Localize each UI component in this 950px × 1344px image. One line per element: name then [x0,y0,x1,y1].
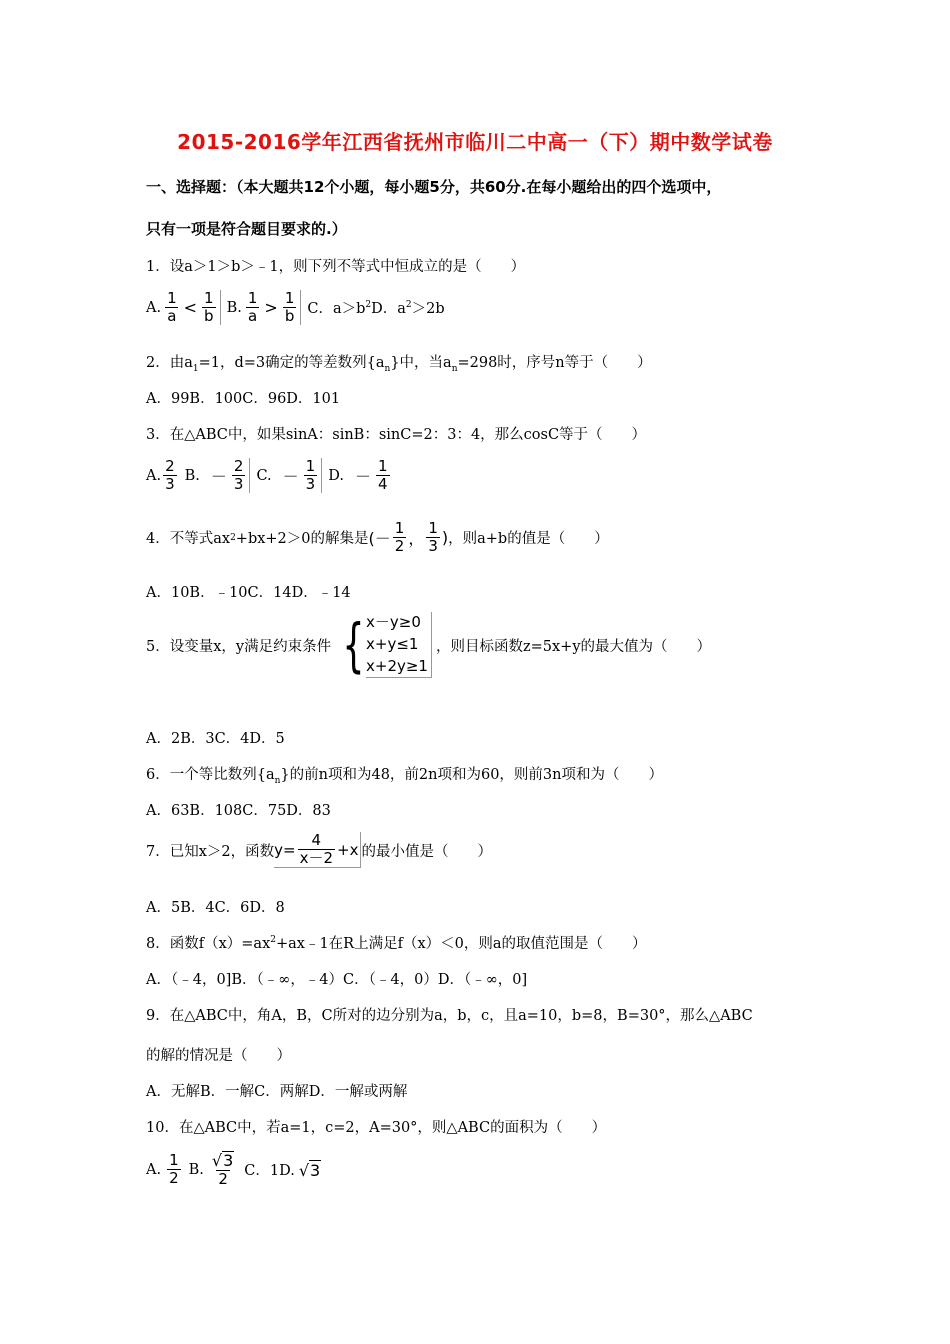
question-4-options: A．10B．﹣10C．14D．﹣14 [146,585,351,601]
left-brace-icon: { [342,611,365,679]
option-c-math: － $\frac{1}{3}$ [280,458,323,493]
option-d-label: D. [328,467,344,484]
option-b-label: B. [184,467,200,484]
question-7-stem: 7．已知x＞2，函数 y= $\frac{4}{x-2}$ +x 的最小值是（ ） [146,831,492,867]
question-9-options: A．无解B．一解C．两解D．一解或两解 [146,1084,408,1100]
option-b-math: － $\frac{2}{3}$ [208,458,251,493]
exam-title: 2015-2016学年江西省抚州市临川二中高一（下）期中数学试卷 [177,130,773,154]
question-5-stem: 5．设变量x，y满足约束条件 { x－y≥0 x+y≤1 x+2y≥1 ，则目标函数z=5x+y的最大值为（ ） [146,611,712,679]
option-d: D．$a^2>2b$ [371,300,445,317]
question-5-options: A．2B．3C．4D．5 [146,731,285,747]
question-1-options [146,290,445,325]
question-8-options: A．（﹣4，0]B．（﹣∞，﹣4）C．（﹣4，0）D．（﹣∞，0] [146,972,528,988]
question-3-stem: 3．在△ABC中，如果sinA：sinB：sinC=2：3：4，那么cosC等于（ ） [146,427,647,443]
question-9-stem-line2: 的解的情况是（ ） [146,1048,291,1064]
question-4-stem: 4．不等式ax 2 +bx+2＞0的解集是 (－ $\frac{1}{2}$ ， $\frac{1}{3}$ ) ，则a+b的值是（ ） [146,519,609,555]
question-6-stem: 6．一个等比数列$\{a_n\}$的前n项和为48，前2n项和为60，则前3n项和为（ ） [146,767,663,786]
option-d-math: － $\frac{1}{4}$ [354,457,388,493]
section-heading-line2: 只有一项是符合题目要求的.） [146,220,347,238]
constraint-3: x+2y≥1 [366,657,428,675]
option-a-math: $\frac{1}{a}$ < $\frac{1}{b}$ [163,290,221,325]
question-3-options [146,458,392,493]
option-b-math: $\frac{1}{a}$ > $\frac{1}{b}$ [244,290,302,325]
option-a-label: A. [146,1161,162,1178]
option-a-math: $\frac{1}{2}$ [169,1151,179,1187]
question-10-stem: 10．在△ABC中，若a=1，c=2，A=30°，则△ABC的面积为（ ） [146,1120,607,1136]
section-heading-line1: 一、选择题：（本大题共12个小题，每小题5分，共60分.在每小题给出的四个选项中， [146,178,722,196]
question-2-options: A．99B．100C．96D．101 [146,391,341,407]
option-d-math: √ 3 [298,1160,321,1180]
option-c: C．$a>b^2$ [307,300,372,317]
constraint-system [335,612,432,678]
option-c-label: C. [256,467,272,484]
option-a-label: A. [146,467,162,484]
constraint-2: x+y≤1 [366,635,419,653]
question-8-stem: 8．函数$f(x)=ax^2+ax﹣1$在R上满足f（x）＜0，则a的取值范围是（ ） [146,935,647,952]
option-a-math: $\frac{2}{3}$ [165,457,175,493]
question-6-options: A．63B．108C．75D．83 [146,803,331,819]
function-expression: y= $\frac{4}{x-2}$ +x [274,832,361,868]
option-b-math: √ 3 2 [211,1151,234,1188]
option-b-label: B. [226,299,242,316]
constraint-1: x－y≥0 [366,613,421,631]
option-a-label: A. [146,299,162,316]
option-b-label: B. [188,1161,204,1178]
question-10-options [146,1151,321,1188]
question-2-stem: 2．由$a_1=1$，d=3确定的等差数列$\{a_n\}$中，当$a_n=298$时，序号n等于（ ） [146,355,652,374]
solution-interval: (－ $\frac{1}{2}$ ， $\frac{1}{3}$ ) [368,519,449,555]
question-7-options: A．5B．4C．6D．8 [146,900,285,916]
question-9-stem-line1: 9．在△ABC中，角A，B，C所对的边分别为a，b，c，且a=10，b=8，B=30°，那么△ABC [146,1008,753,1024]
question-1-stem: 1．设a＞1＞b＞﹣1，则下列不等式中恒成立的是（ ） [146,259,526,275]
option-c-d-label: C．1D. [244,1163,295,1179]
